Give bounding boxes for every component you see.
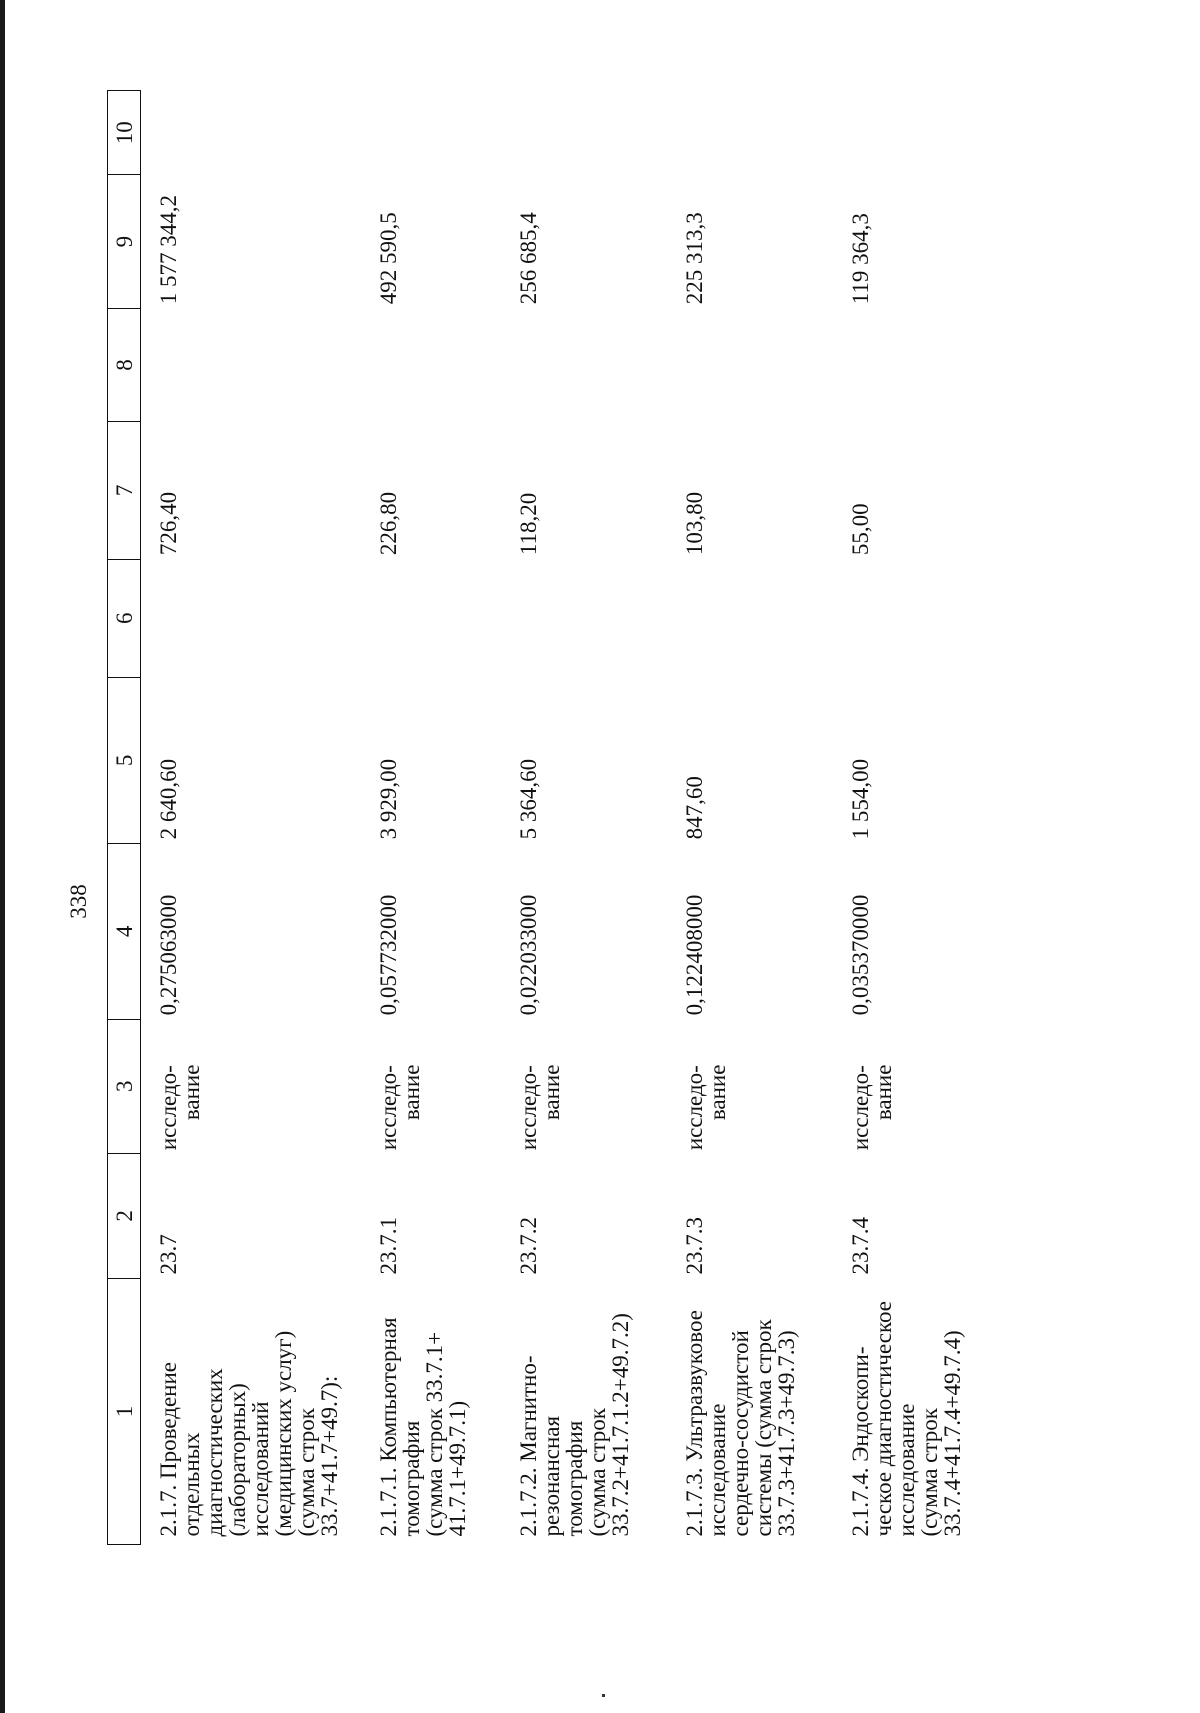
- value-cell-c7: 103,80: [681, 491, 707, 556]
- value-cell-c7: 118,20: [515, 492, 541, 556]
- indicator-name-line: исследование: [704, 1403, 730, 1537]
- header-cell: 7: [108, 422, 141, 559]
- value-cell-c4: 0,035370000: [847, 894, 873, 1016]
- value-cell-c8: [501, 308, 667, 421]
- indicator-name-line: (сумма строк: [294, 1408, 319, 1537]
- value-cell-c4: 0,057732000: [375, 894, 401, 1016]
- value-cell-c8: [141, 308, 361, 421]
- value-cell-c10: [361, 91, 501, 175]
- value-cell-c5: 2 640,60: [156, 758, 181, 840]
- indicator-name-line: ческое диагностическое: [870, 1301, 896, 1537]
- value-cell-c4: 0,022033000: [515, 894, 541, 1016]
- value-cell-c9: 1 577 344,2: [156, 194, 181, 305]
- value-cell-c10: [833, 91, 1003, 175]
- unit-line: вание: [704, 1064, 730, 1121]
- unit-line: исследо-: [375, 1065, 401, 1151]
- unit-cell: [833, 1019, 1003, 1153]
- value-cell-c5: 1 554,00: [847, 758, 873, 840]
- header-cell: 1: [108, 1278, 141, 1544]
- page-number: 338: [66, 884, 91, 919]
- line-number-cell: 23.7.4: [847, 1216, 873, 1275]
- indicator-name-line: 41.7.1+49.7.1): [444, 1400, 470, 1537]
- header-cell: 2: [108, 1153, 141, 1278]
- unit-cell: [361, 1019, 501, 1153]
- indicator-name-line: 33.7.3+41.7.3+49.7.3): [773, 1330, 799, 1537]
- indicator-name-line: 2.1.7.3. Ультразвуковое: [681, 1310, 707, 1537]
- indicator-name-line: сердечно-сосудистой: [727, 1330, 753, 1537]
- indicator-name-line: 33.7+41.7+49.7):: [317, 1375, 342, 1537]
- value-cell-c6: [141, 559, 361, 677]
- unit-cell: [667, 1019, 833, 1153]
- value-cell-c8: [361, 308, 501, 421]
- indicator-name-line: томография: [398, 1420, 424, 1537]
- value-cell-c10: [501, 91, 667, 175]
- table-row: [501, 91, 667, 1545]
- indicator-name-line: исследование: [893, 1403, 919, 1537]
- value-cell-c7: 726,40: [156, 491, 181, 556]
- value-cell-c6: [361, 559, 501, 677]
- value-cell-c4: 0,122408000: [681, 894, 707, 1016]
- value-cell-c4: 0,275063000: [156, 894, 181, 1016]
- indicator-name-line: (медицинских услуг): [271, 1330, 296, 1537]
- value-cell-c5: 3 929,00: [375, 758, 401, 840]
- value-cell-c10: [667, 91, 833, 175]
- rotated-page: [0, 90, 1120, 1713]
- header-cell: 4: [108, 843, 141, 1019]
- indicator-name-cell: [361, 1278, 501, 1544]
- indicator-name-line: диагностических: [202, 1368, 227, 1537]
- indicator-name-cell: [667, 1278, 833, 1544]
- indicator-name-cell: [833, 1278, 1003, 1544]
- table-row: [361, 91, 501, 1545]
- value-cell-c9: 492 590,5: [375, 212, 401, 305]
- unit-line: исследо-: [156, 1065, 181, 1151]
- line-number-cell: 23.7: [156, 1234, 181, 1275]
- header-cell: 9: [108, 175, 141, 308]
- unit-line: вание: [538, 1064, 564, 1121]
- indicator-name-line: 2.1.7.1. Компьютерная: [375, 1317, 401, 1537]
- indicator-name-line: 2.1.7. Проведение: [156, 1362, 181, 1537]
- indicator-name-line: 33.7.2+41.7.1.2+49.7.2): [607, 1313, 633, 1537]
- indicator-name-line: 33.7.4+41.7.4+49.7.4): [939, 1330, 965, 1537]
- indicator-name-line: 2.1.7.2. Магнитно-: [515, 1355, 541, 1537]
- value-cell-c6: [833, 559, 1003, 677]
- header-cell: 5: [108, 677, 141, 843]
- line-number-cell: 23.7.1: [375, 1216, 401, 1275]
- indicator-name-line: (сумма строк: [584, 1408, 610, 1537]
- indicator-name-line: (сумма строк: [916, 1408, 942, 1537]
- unit-cell: [501, 1019, 667, 1153]
- value-cell-c6: [501, 559, 667, 677]
- value-cell-c9: 119 364,3: [847, 213, 873, 305]
- unit-line: вание: [179, 1064, 204, 1121]
- unit-line: исследо-: [847, 1065, 873, 1151]
- indicator-name-line: отдельных: [179, 1432, 204, 1537]
- value-cell-c6: [667, 559, 833, 677]
- unit-line: вание: [398, 1064, 424, 1121]
- header-cell: 6: [108, 559, 141, 677]
- value-cell-c5: 847,60: [681, 776, 707, 840]
- header-cell: 10: [108, 91, 141, 175]
- column-number-header: [108, 91, 141, 1545]
- value-cell-c5: 5 364,60: [515, 758, 541, 840]
- data-table: [107, 90, 1003, 1545]
- value-cell-c7: 55,00: [847, 503, 873, 556]
- indicator-name-line: исследований: [248, 1401, 273, 1537]
- indicator-name-cell: [141, 1278, 361, 1544]
- indicator-name-line: системы (сумма строк: [750, 1319, 776, 1537]
- line-number-cell: 23.7.3: [681, 1216, 707, 1275]
- value-cell-c7: 226,80: [375, 491, 401, 556]
- table-row: [141, 91, 361, 1545]
- value-cell-c9: 256 685,4: [515, 212, 541, 305]
- value-cell-c10: [141, 91, 361, 175]
- unit-line: исследо-: [681, 1065, 707, 1151]
- unit-cell: [141, 1019, 361, 1153]
- indicator-name-line: томография: [561, 1420, 587, 1537]
- table-body: [108, 91, 1003, 1545]
- value-cell-c9: 225 313,3: [681, 212, 707, 305]
- value-cell-c8: [833, 308, 1003, 421]
- value-cell-c8: [667, 308, 833, 421]
- line-number-cell: 23.7.2: [515, 1216, 541, 1275]
- header-cell: 8: [108, 308, 141, 421]
- indicator-name-line: (лабораторных): [225, 1383, 250, 1537]
- unit-line: исследо-: [515, 1065, 541, 1151]
- indicator-name-line: (сумма строк 33.7.1+: [421, 1331, 447, 1537]
- unit-line: вание: [870, 1064, 896, 1121]
- header-cell: 3: [108, 1019, 141, 1153]
- indicator-name-cell: [501, 1278, 667, 1544]
- table-row: [833, 91, 1003, 1545]
- table-row: [667, 91, 833, 1545]
- indicator-name-line: резонансная: [538, 1415, 564, 1537]
- indicator-name-line: 2.1.7.4. Эндоскопи-: [847, 1346, 873, 1537]
